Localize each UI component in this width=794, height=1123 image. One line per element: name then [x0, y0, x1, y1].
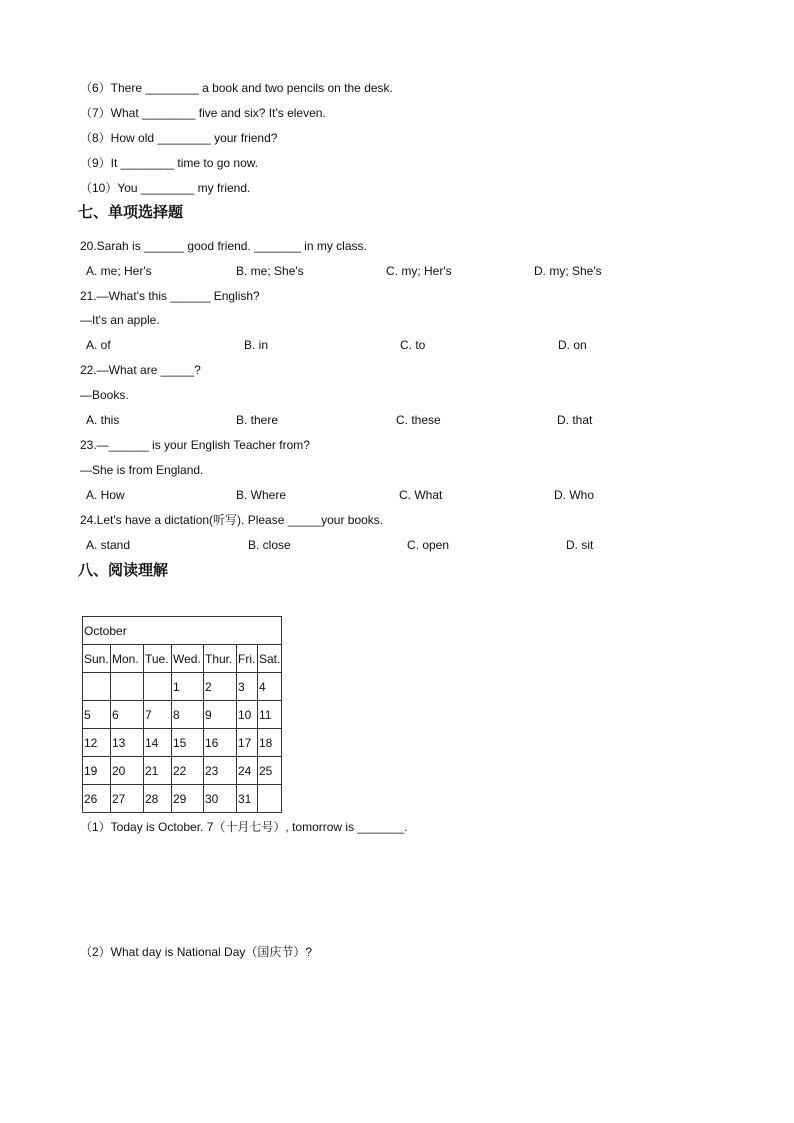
- question-20: 20.Sarah is ______ good friend. _______ in my class.: [80, 239, 367, 253]
- fill-item-7: （7）What ________ five and six? It's eleven.: [80, 106, 326, 120]
- calendar-cell: 1: [172, 673, 204, 701]
- question-24: 24.Let's have a dictation(听写). Please _____your books.: [80, 513, 384, 527]
- calendar-cell: 4: [258, 673, 282, 701]
- option-21-b[interactable]: B. in: [244, 338, 269, 352]
- weekday-header: Mon.: [111, 645, 144, 673]
- calendar-cell: 10: [237, 701, 258, 729]
- calendar-cell: 6: [111, 701, 144, 729]
- option-24-b[interactable]: B. close: [248, 538, 291, 552]
- option-22-a[interactable]: A. this: [86, 413, 120, 427]
- calendar-cell: 7: [144, 701, 172, 729]
- calendar-cell: 9: [204, 701, 237, 729]
- weekday-header: Wed.: [172, 645, 204, 673]
- fill-item-8: （8）How old ________ your friend?: [80, 131, 278, 145]
- option-24-a[interactable]: A. stand: [86, 538, 131, 552]
- option-22-b[interactable]: B. there: [236, 413, 279, 427]
- calendar-cell: 16: [204, 729, 237, 757]
- calendar-cell: 27: [111, 785, 144, 813]
- option-22-c[interactable]: C. these: [396, 413, 441, 427]
- october-calendar: [82, 616, 282, 813]
- calendar-cell: 31: [237, 785, 258, 813]
- calendar-cell: [258, 785, 282, 813]
- calendar-cell: 23: [204, 757, 237, 785]
- calendar-cell: 13: [111, 729, 144, 757]
- question-22-answer-line: —Books.: [80, 388, 129, 402]
- calendar-cell: [144, 673, 172, 701]
- calendar-cell: [83, 673, 111, 701]
- calendar-cell: 12: [83, 729, 111, 757]
- calendar-cell: 5: [83, 701, 111, 729]
- option-22-d[interactable]: D. that: [557, 413, 593, 427]
- question-21-answer-line: —It's an apple.: [80, 313, 160, 327]
- option-20-b[interactable]: B. me; She's: [236, 264, 304, 278]
- question-23: 23.—______ is your English Teacher from?: [80, 438, 310, 452]
- calendar-cell: [111, 673, 144, 701]
- calendar-cell: 20: [111, 757, 144, 785]
- weekday-header: Sat.: [258, 645, 282, 673]
- section-8-title: 八、阅读理解: [78, 561, 169, 579]
- reading-question-1: （1）Today is October. 7（十月七号）, tomorrow is _______.: [80, 820, 408, 834]
- calendar-cell: 24: [237, 757, 258, 785]
- option-23-d[interactable]: D. Who: [554, 488, 595, 502]
- calendar-cell: 17: [237, 729, 258, 757]
- calendar-cell: 8: [172, 701, 204, 729]
- question-22: 22.—What are _____?: [80, 363, 201, 377]
- option-21-d[interactable]: D. on: [558, 338, 587, 352]
- question-23-answer-line: —She is from England.: [80, 463, 204, 477]
- calendar-cell: 22: [172, 757, 204, 785]
- weekday-header: Tue.: [144, 645, 172, 673]
- fill-item-9: （9）It ________ time to go now.: [80, 156, 259, 170]
- weekday-header: Thur.: [204, 645, 237, 673]
- option-23-b[interactable]: B. Where: [236, 488, 287, 502]
- option-20-d[interactable]: D. my; She's: [534, 264, 602, 278]
- option-24-d[interactable]: D. sit: [566, 538, 594, 552]
- calendar-cell: 18: [258, 729, 282, 757]
- option-24-c[interactable]: C. open: [407, 538, 450, 552]
- option-20-c[interactable]: C. my; Her's: [386, 264, 452, 278]
- option-23-c[interactable]: C. What: [399, 488, 443, 502]
- calendar-cell: 28: [144, 785, 172, 813]
- option-20-a[interactable]: A. me; Her's: [86, 264, 152, 278]
- option-21-a[interactable]: A. of: [86, 338, 111, 352]
- reading-question-2: （2）What day is National Day（国庆节）?: [80, 945, 313, 959]
- question-21: 21.—What's this ______ English?: [80, 289, 260, 303]
- calendar-cell: 11: [258, 701, 282, 729]
- weekday-header: Fri.: [237, 645, 258, 673]
- calendar-cell: 14: [144, 729, 172, 757]
- calendar-cell: 3: [237, 673, 258, 701]
- calendar-cell: 29: [172, 785, 204, 813]
- fill-item-10: （10）You ________ my friend.: [80, 181, 251, 195]
- calendar-cell: 2: [204, 673, 237, 701]
- calendar-cell: 19: [83, 757, 111, 785]
- calendar-cell: 26: [83, 785, 111, 813]
- calendar-cell: 25: [258, 757, 282, 785]
- calendar-cell: 21: [144, 757, 172, 785]
- calendar-month: October: [83, 617, 282, 645]
- option-23-a[interactable]: A. How: [86, 488, 125, 502]
- option-21-c[interactable]: C. to: [400, 338, 426, 352]
- weekday-header: Sun.: [83, 645, 111, 673]
- calendar-cell: 15: [172, 729, 204, 757]
- calendar-cell: 30: [204, 785, 237, 813]
- fill-item-6: （6）There ________ a book and two pencils on the desk.: [80, 81, 393, 95]
- section-7-title: 七、单项选择题: [78, 203, 184, 221]
